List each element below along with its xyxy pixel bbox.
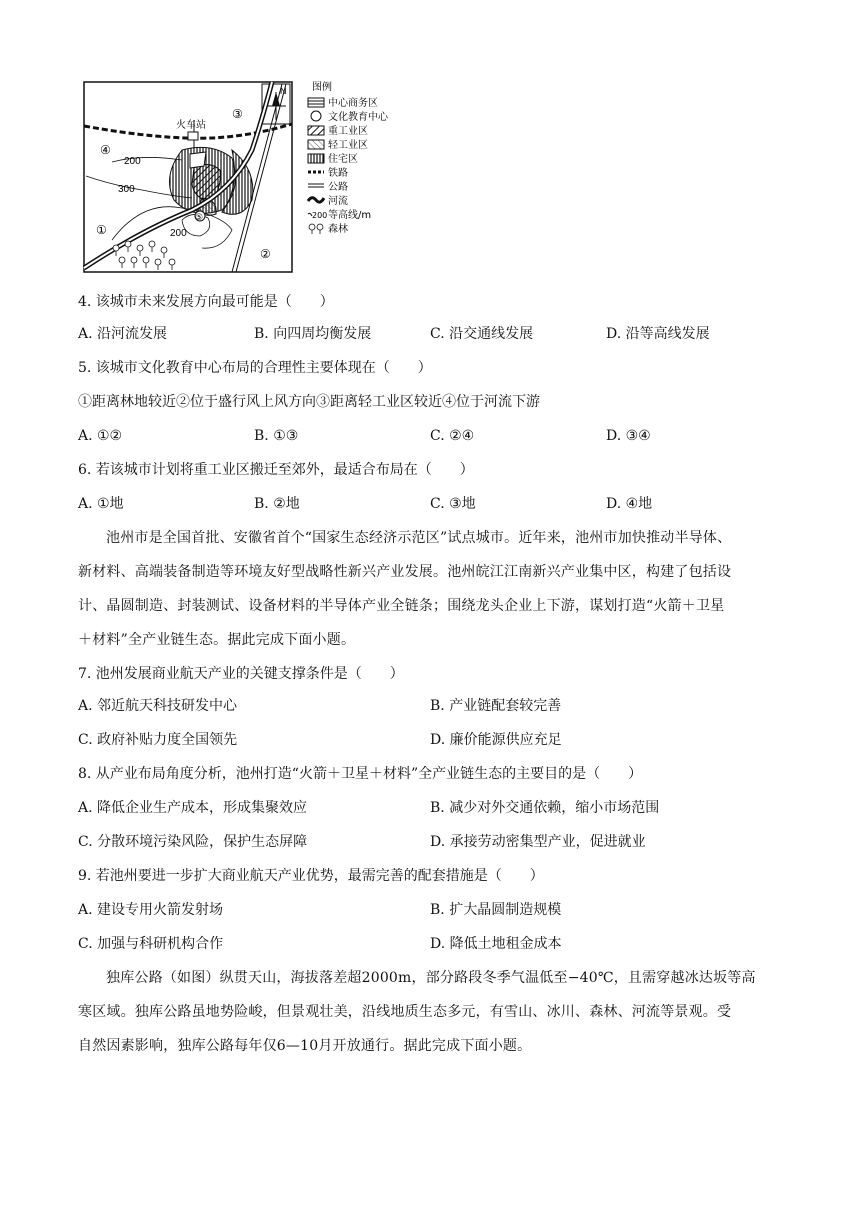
q7-option-a[interactable]: A. 邻近航天科技研发中心 (78, 698, 238, 714)
legend-label-light: 轻工业区 (328, 140, 368, 151)
q5-option-d[interactable]: D. ③④ (606, 428, 651, 444)
river-icon (308, 198, 324, 202)
q7-option-b[interactable]: B. 产业链配套较完善 (430, 698, 562, 714)
q6-option-c[interactable]: C. ③地 (430, 496, 476, 512)
q8-option-b[interactable]: B. 减少对外交通依赖，缩小市场范围 (430, 800, 660, 816)
north-label: N (280, 86, 287, 96)
q4-option-c[interactable]: C. 沿交通线发展 (430, 326, 534, 342)
question-5-statements: ①距离林地较近②位于盛行风上风方向③距离轻工业区较近④位于河流下游 (78, 394, 540, 410)
passage-2-line-1: 独库公路（如图）纵贯天山，海拔落差超2000m，部分路段冬季气温低至−40℃，且需穿越冰达坂等高 (106, 970, 756, 986)
region-3: ③ (232, 107, 243, 121)
residential-icon (308, 154, 324, 163)
q4-option-d[interactable]: D. 沿等高线发展 (606, 326, 710, 342)
q5-option-c[interactable]: C. ②④ (430, 428, 475, 444)
q8-option-a[interactable]: A. 降低企业生产成本，形成集聚效应 (78, 800, 308, 816)
q9-option-b[interactable]: B. 扩大晶圆制造规模 (430, 902, 562, 918)
passage-2-line-3: 自然因素影响，独库公路每年仅6—10月开放通行。据此完成下面小题。 (78, 1038, 532, 1054)
legend-label-heavy: 重工业区 (328, 126, 368, 137)
contour-label-300: 300 (118, 184, 135, 195)
question-8-stem: 8. 从产业布局角度分析，池州打造“火箭＋卫星＋材料”全产业链生态的主要目的是（ ） (78, 766, 643, 782)
passage-1-line-4: ＋材料”全产业链生态。据此完成下面小题。 (78, 632, 356, 648)
question-4-stem: 4. 该城市未来发展方向最可能是（ ） (78, 294, 334, 310)
map-legend (308, 80, 389, 235)
q9-option-a[interactable]: A. 建设专用火箭发射场 (78, 902, 224, 918)
question-5-stem: 5. 该城市文化教育中心布局的合理性主要体现在（ ） (78, 360, 432, 376)
q6-option-a[interactable]: A. ①地 (78, 496, 124, 512)
q5-option-b[interactable]: B. ①③ (254, 428, 299, 444)
cbd-icon (308, 98, 324, 107)
q6-option-b[interactable]: B. ②地 (254, 496, 300, 512)
q9-option-c[interactable]: C. 加强与科研机构合作 (78, 936, 224, 952)
legend-label-education: 文化教育中心 (328, 112, 388, 123)
region-1: ① (96, 223, 107, 237)
q4-option-b[interactable]: B. 向四周均衡发展 (254, 326, 372, 342)
passage-2-line-2: 寒区域。独库公路虽地势险峻，但景观壮美，沿线地质生态多元，有雪山、冰川、森林、河流等景观。受 (78, 1004, 732, 1020)
education-center-label: ⑤ (195, 213, 204, 223)
q6-option-d[interactable]: D. ④地 (606, 496, 653, 512)
heavy-industry-icon (308, 126, 324, 135)
passage-1-line-2: 新材料、高端装备制造等环境友好型战略性新兴产业发展。池州皖江江南新兴产业集中区，构建了包括设 (78, 564, 732, 580)
region-2: ② (260, 247, 271, 261)
legend-label-contour: 等高线/m (328, 210, 372, 221)
q7-option-c[interactable]: C. 政府补贴力度全国领先 (78, 732, 238, 748)
legend-label-residential: 住宅区 (328, 154, 358, 165)
legend-title: 图例 (312, 82, 332, 93)
station-label: 火车站 (176, 120, 206, 131)
question-9-stem: 9. 若池州要进一步扩大商业航天产业优势，最需完善的配套措施是（ ） (78, 868, 544, 884)
contour-label-200-south: 200 (170, 228, 187, 239)
cbd-zone (190, 152, 206, 168)
q7-option-d[interactable]: D. 廉价能源供应充足 (430, 732, 562, 748)
passage-1-line-3: 计、晶圆制造、封装测试、设备材料的半导体产业全链条；围绕龙头企业上下游，谋划打造“火箭＋卫星 (78, 598, 725, 614)
question-7-stem: 7. 池州发展商业航天产业的关键支撑条件是（ ） (78, 666, 404, 682)
legend-label-road: 公路 (328, 182, 348, 193)
forest-legend-icon (309, 224, 323, 234)
q4-option-a[interactable]: A. 沿河流发展 (78, 326, 168, 342)
light-industry-icon (308, 140, 324, 149)
question-6-stem: 6. 若该城市计划将重工业区搬迁至郊外，最适合布局在（ ） (78, 462, 474, 478)
legend-label-cbd: 中心商务区 (328, 98, 378, 109)
train-station-icon (188, 132, 198, 140)
region-4: ④ (100, 143, 111, 157)
legend-contour-prefix: 200 (312, 211, 328, 220)
legend-label-railway: 铁路 (328, 168, 348, 179)
passage-1-line-1: 池州市是全国首批、安徽省首个“国家生态经济示范区”试点城市。近年来，池州市加快推动半导体、 (106, 530, 732, 546)
education-icon (311, 111, 321, 121)
legend-label-forest: 森林 (328, 224, 348, 235)
q5-option-a[interactable]: A. ①② (78, 428, 123, 444)
q8-option-c[interactable]: C. 分散环境污染风险，保护生态屏障 (78, 834, 308, 850)
contour-label-200: 200 (124, 156, 141, 167)
city-map-figure (82, 80, 412, 276)
q9-option-d[interactable]: D. 降低土地租金成本 (430, 936, 562, 952)
q8-option-d[interactable]: D. 承接劳动密集型产业，促进就业 (430, 834, 646, 850)
legend-label-river: 河流 (328, 196, 348, 207)
